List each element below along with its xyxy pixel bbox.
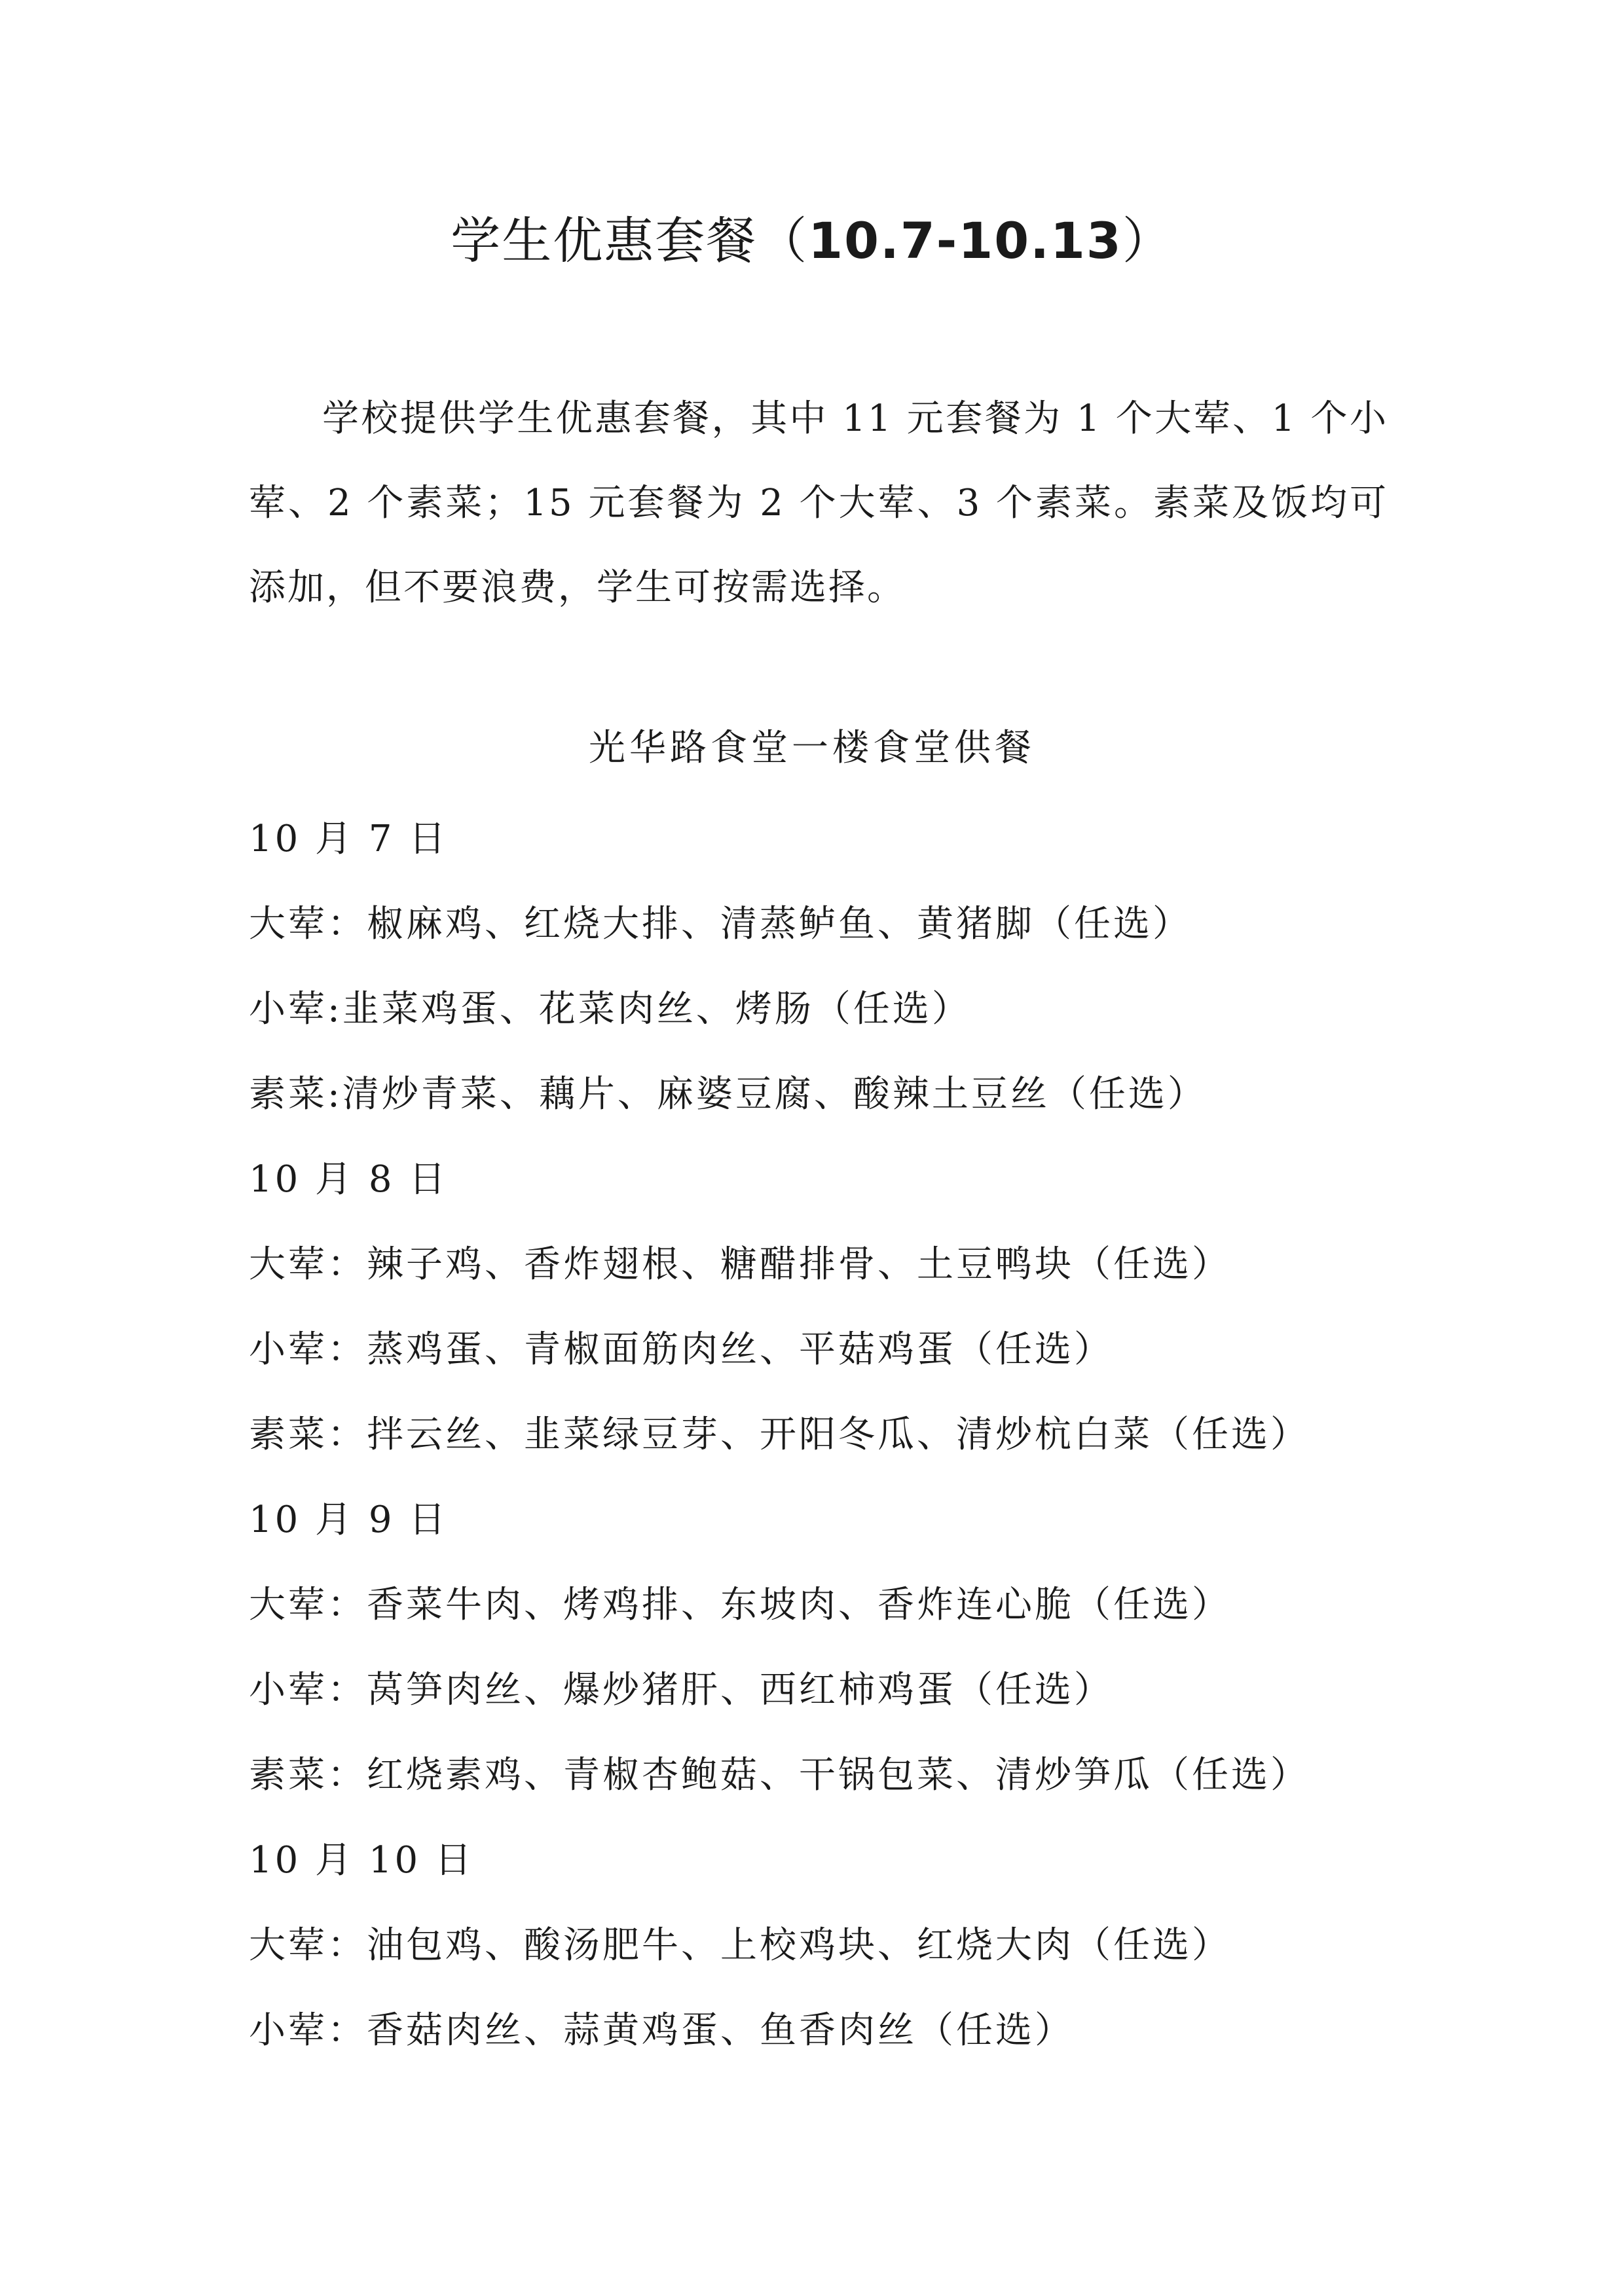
- title-prefix: 学生优惠套餐（: [451, 211, 809, 270]
- day-date-1: 10 月 7 日: [249, 818, 449, 860]
- day-4-big-meat: 大荤：油包鸡、酸汤肥牛、上校鸡块、红烧大肉（任选）: [249, 1924, 1231, 1967]
- day-1-vegetable: 素菜:清炒青菜、藕片、麻婆豆腐、酸辣土豆丝（任选）: [249, 1073, 1207, 1116]
- day-2-vegetable: 素菜：拌云丝、韭菜绿豆芽、开阳冬瓜、清炒杭白菜（任选）: [249, 1413, 1310, 1456]
- day-3-small-meat: 小荤：莴笋肉丝、爆炒猪肝、西红柿鸡蛋（任选）: [249, 1669, 1113, 1711]
- intro-paragraph: 学校提供学生优惠套餐，其中 11 元套餐为 1 个大荤、1 个小荤、2 个素菜；15 元套餐为 2 个大荤、3 个素菜。素菜及饭均可添加，但不要浪费，学生可按需选择。: [249, 397, 1388, 609]
- day-2-small-meat: 小荤：蒸鸡蛋、青椒面筋肉丝、平菇鸡蛋（任选）: [249, 1328, 1113, 1371]
- day-1-big-meat: 大荤：椒麻鸡、红烧大排、清蒸鲈鱼、黄猪脚（任选）: [249, 903, 1192, 945]
- menu-list: [249, 807, 1428, 2083]
- day-3-big-meat: 大荤：香菜牛肉、烤鸡排、东坡肉、香炸连心脆（任选）: [249, 1584, 1231, 1626]
- document-title: [0, 208, 1624, 274]
- title-date-range: 10.7-10.13: [808, 211, 1122, 270]
- day-date-3: 10 月 9 日: [249, 1499, 449, 1541]
- day-3-vegetable: 素菜：红烧素鸡、青椒杏鲍菇、干锅包菜、清炒笋瓜（任选）: [249, 1754, 1310, 1796]
- day-date-2: 10 月 8 日: [249, 1158, 449, 1201]
- title-suffix: ）: [1122, 211, 1173, 270]
- day-4-small-meat: 小荤：香菇肉丝、蒜黄鸡蛋、鱼香肉丝（任选）: [249, 2009, 1074, 2052]
- day-date-4: 10 月 10 日: [249, 1839, 474, 1882]
- day-2-big-meat: 大荤：辣子鸡、香炸翅根、糖醋排骨、土豆鸭块（任选）: [249, 1243, 1231, 1286]
- canteen-subtitle: 光华路食堂一楼食堂供餐: [589, 727, 1035, 769]
- day-1-small-meat: 小荤:韭菜鸡蛋、花菜肉丝、烤肠（任选）: [249, 988, 971, 1030]
